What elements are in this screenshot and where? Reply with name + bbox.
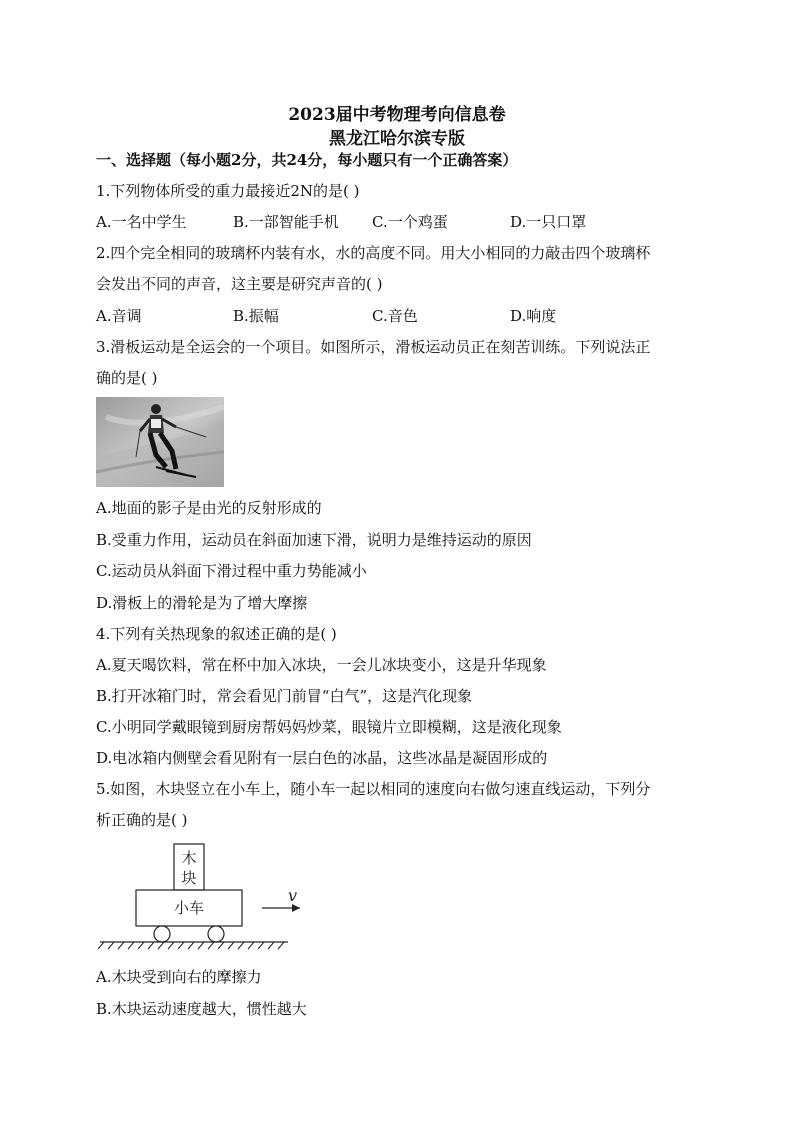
question-2-stem-line2: 会发出不同的声音，这主要是研究声音的( ) <box>96 275 383 293</box>
ground-hatching <box>98 942 284 949</box>
question-5-stem-line1: 5.如图，木块竖立在小车上，随小车一起以相同的速度向右做匀速直线运动，下列分 <box>96 780 651 798</box>
exam-subtitle: 黑龙江哈尔滨专版 <box>329 129 465 149</box>
cart-block-diagram <box>96 838 316 956</box>
option-b: B.振幅 <box>233 307 279 325</box>
exam-title: 2023届中考物理考向信息卷 <box>288 105 506 125</box>
block-char-2: 块 <box>181 869 197 887</box>
section-heading: 一、选择题（每小题2分，共24分，每小题只有一个正确答案） <box>96 151 518 169</box>
question-3-stem-line1: 3.滑板运动是全运会的一个项目。如图所示，滑板运动员正在刻苦训练。下列说法正 <box>96 338 651 356</box>
question-4-option-d: D.电冰箱内侧壁会看见附有一层白色的冰晶，这些冰晶是凝固形成的 <box>96 749 548 767</box>
question-3-option-d: D.滑板上的滑轮是为了增大摩擦 <box>96 594 308 612</box>
question-1-stem: 1.下列物体所受的重力最接近2N的是( ) <box>96 182 360 200</box>
option-b: B.一部智能手机 <box>233 213 339 231</box>
option-c: C.音色 <box>372 307 418 325</box>
question-4-option-b: B.打开冰箱门时，常会看见门前冒“白气”，这是汽化现象 <box>96 687 473 705</box>
cart-label: 小车 <box>173 899 205 917</box>
option-a: A.音调 <box>96 307 142 325</box>
option-d: D.一只口罩 <box>510 213 587 231</box>
option-a: A.一名中学生 <box>96 213 187 231</box>
question-3-option-a: A.地面的影子是由光的反射形成的 <box>96 499 322 517</box>
question-2-stem-line1: 2.四个完全相同的玻璃杯内装有水，水的高度不同。用大小相同的力敲击四个玻璃杯 <box>96 244 651 262</box>
question-4-stem: 4.下列有关热现象的叙述正确的是( ) <box>96 625 337 643</box>
question-4-option-c: C.小明同学戴眼镜到厨房帮妈妈炒菜，眼镜片立即模糊，这是液化现象 <box>96 718 562 736</box>
velocity-arrowhead <box>292 904 300 912</box>
question-3-stem-line2: 确的是( ) <box>96 369 158 387</box>
question-3-option-c: C.运动员从斜面下滑过程中重力势能减小 <box>96 562 367 580</box>
cart-wheel-left <box>154 926 170 942</box>
block-char-1: 木 <box>181 849 197 867</box>
question-5-stem-line2: 析正确的是( ) <box>96 811 188 829</box>
question-5-option-b: B.木块运动速度越大，惯性越大 <box>96 1000 307 1018</box>
question-1-options <box>96 211 716 233</box>
cart-wheel-right <box>208 926 224 942</box>
question-5-option-a: A.木块受到向右的摩擦力 <box>96 968 262 986</box>
option-d: D.响度 <box>510 307 557 325</box>
skier-photo <box>96 397 224 487</box>
question-3-option-b: B.受重力作用，运动员在斜面加速下滑，说明力是维持运动的原因 <box>96 531 532 549</box>
velocity-label: v <box>288 886 298 905</box>
option-c: C.一个鸡蛋 <box>372 213 448 231</box>
question-2-options <box>96 305 716 327</box>
question-4-option-a: A.夏天喝饮料，常在杯中加入冰块，一会儿冰块变小，这是升华现象 <box>96 656 547 674</box>
